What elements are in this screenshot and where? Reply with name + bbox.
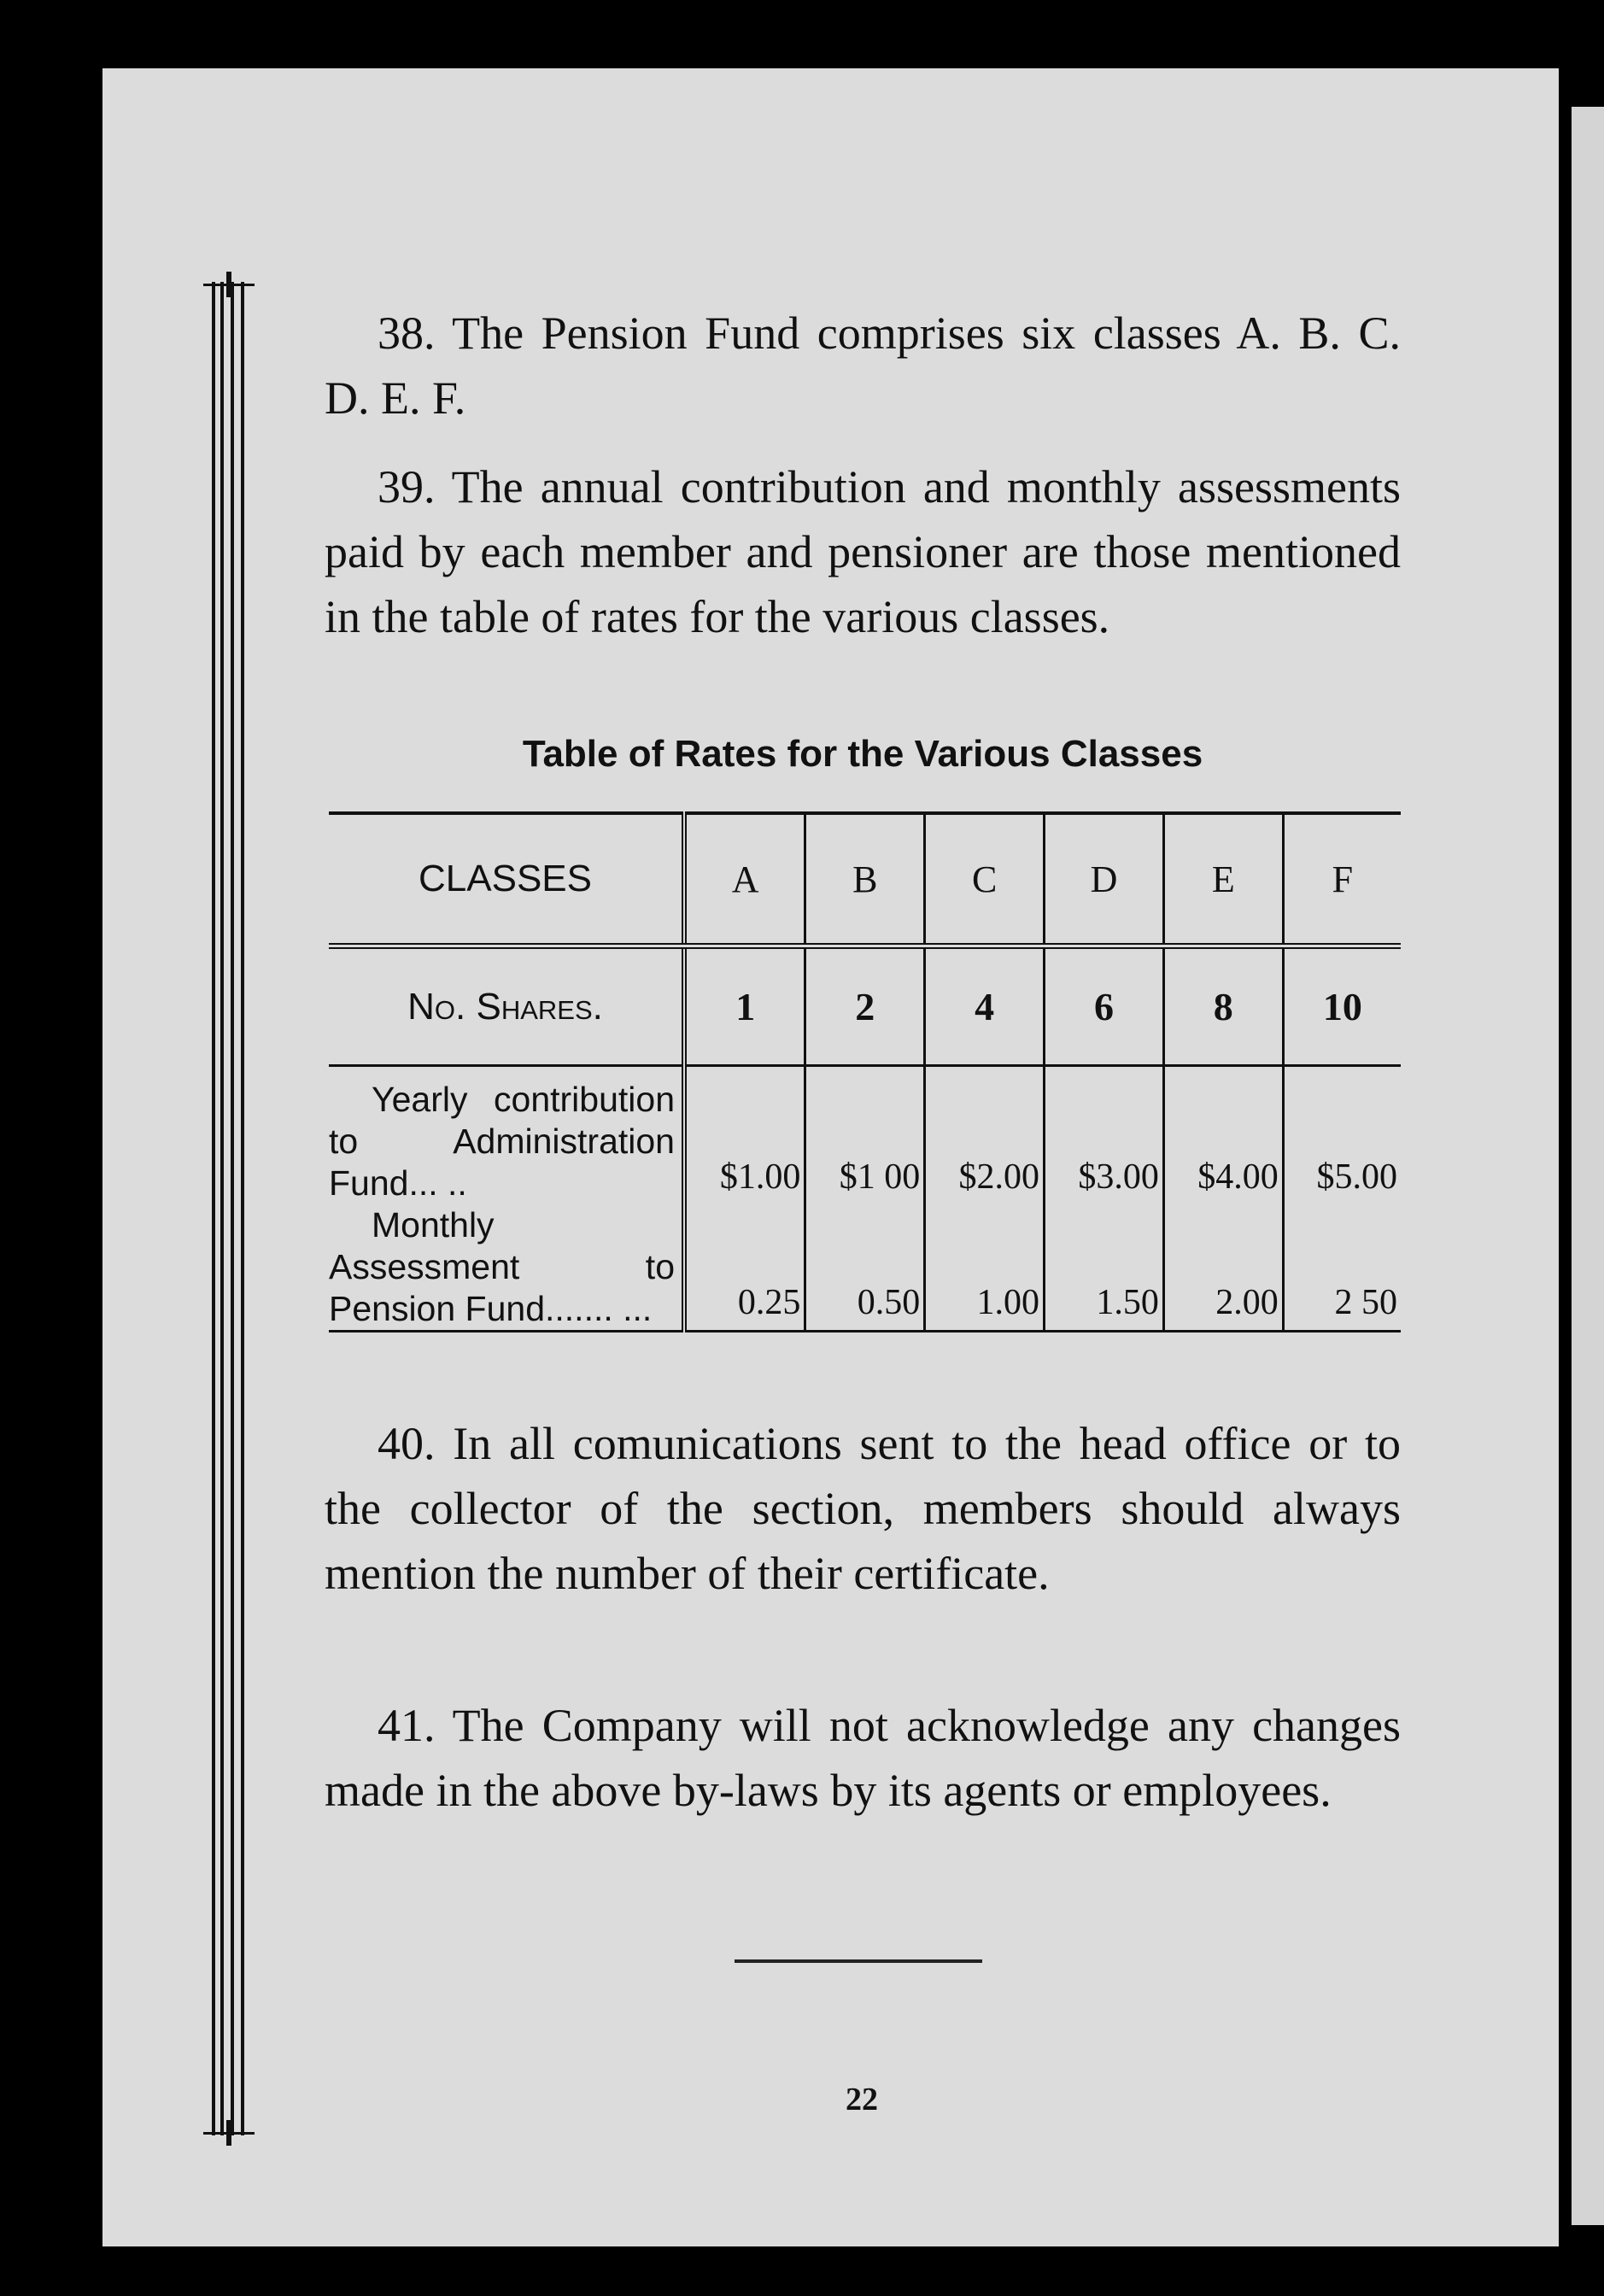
shares-cell: 1 — [684, 946, 805, 1066]
monthly-cell: 1.50 — [1045, 1204, 1164, 1332]
monthly-cell: 2 50 — [1283, 1204, 1401, 1332]
shares-cell: 4 — [925, 946, 1045, 1066]
monthly-cell: 2.00 — [1163, 1204, 1283, 1332]
class-cell: C — [925, 813, 1045, 946]
border-ornament-bottom — [203, 2120, 255, 2146]
paragraph-number: 41. — [378, 1700, 436, 1751]
paragraph-number: 38. — [378, 308, 436, 359]
closing-rule — [735, 1959, 982, 1963]
shares-cell: 8 — [1163, 946, 1283, 1066]
paragraph-40 — [325, 1411, 1401, 1606]
shares-cell: 2 — [805, 946, 925, 1066]
yearly-cell: $2.00 — [925, 1066, 1045, 1205]
class-cell: B — [805, 813, 925, 946]
monthly-label-text: Monthly Assessment to Pension Fund....... ... — [329, 1205, 675, 1328]
yearly-row — [329, 1066, 1401, 1205]
border-ornament-top — [203, 272, 255, 297]
monthly-cell: 0.50 — [805, 1204, 925, 1332]
class-cell: D — [1045, 813, 1164, 946]
paragraph-38 — [325, 301, 1401, 430]
monthly-row — [329, 1204, 1401, 1332]
class-cell: E — [1163, 813, 1283, 946]
page-number: 22 — [846, 2082, 878, 2117]
yearly-cell: $4.00 — [1163, 1066, 1283, 1205]
paragraph-41 — [325, 1693, 1401, 1823]
yearly-cell: $5.00 — [1283, 1066, 1401, 1205]
yearly-cell: $3.00 — [1045, 1066, 1164, 1205]
paragraph-text: The Pension Fund comprises six classes A. B. C. D. E. F. — [325, 308, 1402, 424]
yearly-label-text: Yearly contribution to Administration Fund... .. — [329, 1080, 675, 1203]
decorative-border — [212, 282, 246, 2135]
paragraph-number: 40. — [378, 1418, 436, 1469]
paragraph-text: The Company will not acknowledge any changes made in the above by-laws by its agents or employees. — [325, 1700, 1401, 1816]
shares-row — [329, 946, 1401, 1066]
monthly-label — [329, 1204, 684, 1332]
paragraph-text: In all comunications sent to the head office or to the collector of the section, members should always mention the number of their certificate. — [325, 1418, 1401, 1599]
facing-page-edge — [1572, 107, 1604, 2225]
yearly-cell: $1 00 — [805, 1066, 925, 1205]
shares-label: No. Shares. — [329, 946, 684, 1066]
monthly-cell: 0.25 — [684, 1204, 805, 1332]
monthly-cell: 1.00 — [925, 1204, 1045, 1332]
table-header-row — [329, 813, 1401, 946]
table-title: Table of Rates for the Various Classes — [522, 733, 1203, 775]
header-label: CLASSES — [329, 813, 684, 946]
yearly-label — [329, 1066, 684, 1205]
rates-table — [329, 811, 1401, 1332]
class-cell: A — [684, 813, 805, 946]
paragraph-number: 39. — [378, 461, 436, 512]
shares-cell: 10 — [1283, 946, 1401, 1066]
yearly-cell: $1.00 — [684, 1066, 805, 1205]
paragraph-text: The annual contribution and monthly assessments paid by each member and pensioner are those mentioned in the table of rates for the various classes. — [325, 461, 1401, 642]
shares-cell: 6 — [1045, 946, 1164, 1066]
paragraph-39 — [325, 454, 1401, 649]
class-cell: F — [1283, 813, 1401, 946]
